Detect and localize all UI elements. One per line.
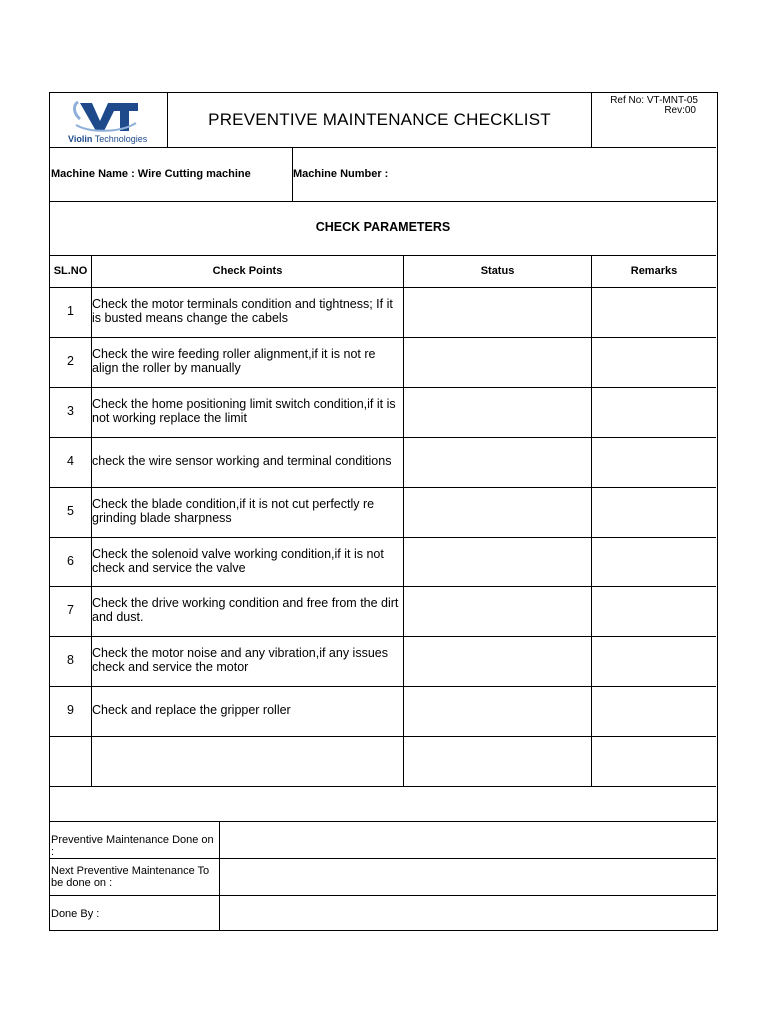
row-remarks-cell[interactable] [592, 636, 716, 686]
row-check-point: Check the solenoid valve working condition,if it is not check and service the valve [92, 547, 384, 575]
checklist-row [50, 537, 716, 586]
column-header-status: Status [480, 265, 515, 277]
checklist-sheet [49, 92, 718, 931]
company-logo [56, 99, 162, 145]
vt-logo-icon [70, 99, 140, 133]
row-check-point: check the wire sensor working and terminal conditions [92, 454, 392, 468]
row-check-point: Check and replace the gripper roller [92, 703, 291, 717]
row-number: 2 [67, 354, 74, 368]
row-status-cell[interactable] [404, 337, 591, 387]
row-check-point: Check the wire feeding roller alignment,if it is not re align the roller by manually [92, 347, 376, 375]
row-check-point: Check the motor noise and any vibration,if any issues check and service the motor [92, 646, 388, 674]
next-maintenance-label: Next Preventive Maintenance To be done on : [51, 865, 210, 889]
row-remarks-cell[interactable] [592, 387, 716, 437]
row-status-cell[interactable] [404, 487, 591, 537]
done-by-label: Done By : [51, 908, 100, 920]
page-title: PREVENTIVE MAINTENANCE CHECKLIST [208, 110, 551, 129]
row-status-cell[interactable] [404, 586, 591, 636]
row-number: 4 [67, 454, 74, 468]
empty-row[interactable] [50, 736, 716, 786]
checklist-row [50, 487, 716, 537]
revision: Rev:00 [664, 105, 696, 116]
checklist-row [50, 437, 716, 487]
ref-number: Ref No: VT-MNT-05 [610, 95, 698, 106]
row-number: 3 [67, 404, 74, 418]
row-check-point: Check the motor terminals condition and tightness; If it is busted means change the cabels [92, 297, 393, 325]
done-by-field[interactable] [220, 895, 716, 930]
row-check-point: Check the blade condition,if it is not cut perfectly re grinding blade sharpness [92, 497, 375, 525]
done-on-field[interactable] [220, 821, 716, 858]
row-number: 6 [67, 554, 74, 568]
checklist-row [50, 337, 716, 387]
row-remarks-cell[interactable] [592, 586, 716, 636]
row-remarks-cell[interactable] [592, 437, 716, 487]
section-title: CHECK PARAMETERS [315, 220, 451, 234]
row-number: 5 [67, 504, 74, 518]
column-header-remarks: Remarks [630, 265, 678, 277]
checklist-row [50, 387, 716, 437]
checklist-row [50, 287, 716, 337]
row-check-point: Check the drive working condition and free from the dirt and dust. [92, 596, 399, 624]
row-remarks-cell[interactable] [592, 537, 716, 586]
logo-text [68, 134, 147, 144]
row-number: 9 [67, 703, 74, 717]
machine-name: Machine Name : Wire Cutting machine [51, 168, 251, 180]
row-number: 8 [67, 653, 74, 667]
row-remarks-cell[interactable] [592, 686, 716, 736]
row-status-cell[interactable] [404, 287, 591, 337]
checklist-row [50, 586, 716, 636]
logo-brand: Violin [68, 134, 93, 144]
checklist-row [50, 636, 716, 686]
row-status-cell[interactable] [404, 387, 591, 437]
machine-number: Machine Number : [293, 168, 389, 180]
row-remarks-cell[interactable] [592, 487, 716, 537]
checklist-row [50, 686, 716, 736]
row-status-cell[interactable] [404, 537, 591, 586]
row-status-cell[interactable] [404, 686, 591, 736]
row-status-cell[interactable] [404, 636, 591, 686]
row-status-cell[interactable] [404, 437, 591, 487]
column-header-check-points: Check Points [212, 265, 283, 277]
logo-rest: Technologies [94, 134, 148, 144]
spacer-row [50, 786, 716, 821]
row-remarks-cell[interactable] [592, 337, 716, 387]
row-check-point: Check the home positioning limit switch condition,if it is not working replace the limit [92, 397, 396, 425]
next-maintenance-field[interactable] [220, 858, 716, 895]
row-number: 1 [67, 304, 74, 318]
row-remarks-cell[interactable] [592, 287, 716, 337]
column-header-slno: SL.NO [53, 265, 88, 277]
row-number: 7 [67, 603, 74, 617]
done-on-label: Preventive Maintenance Done on : [51, 834, 214, 858]
